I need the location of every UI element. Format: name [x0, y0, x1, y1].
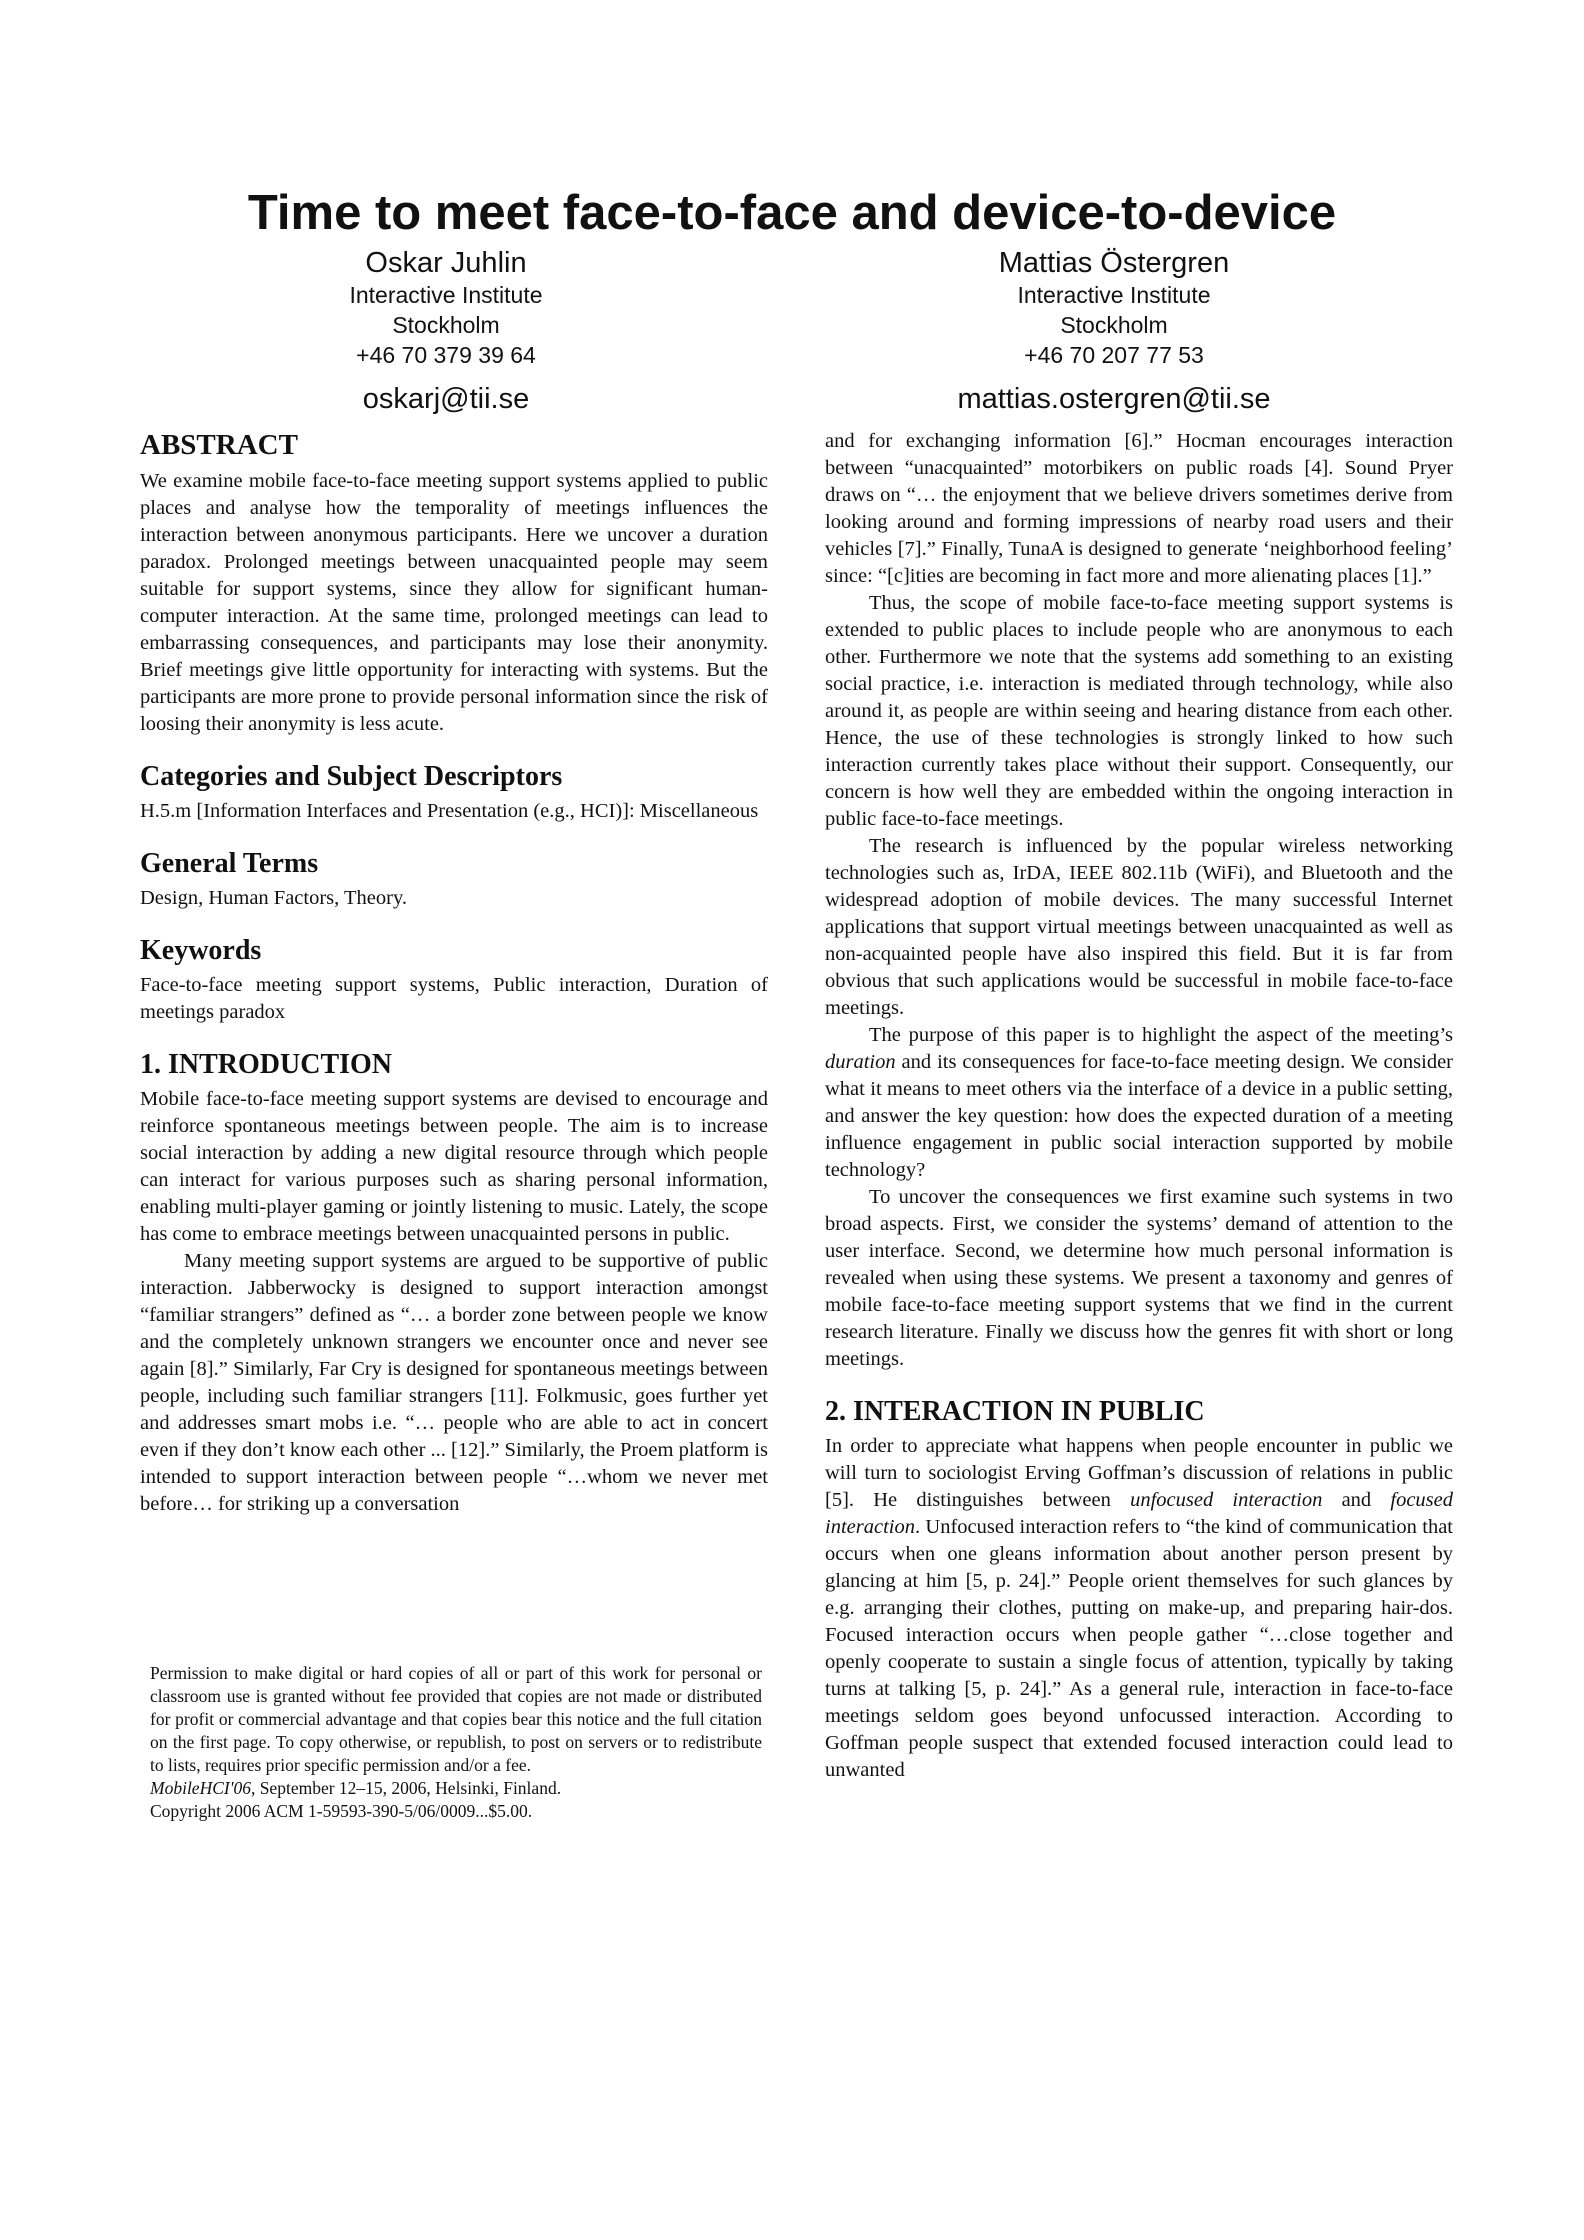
author-email: oskarj@tii.se	[362, 383, 530, 415]
right-column	[825, 428, 1453, 1784]
intro-heading: 1. INTRODUCTION	[140, 1049, 393, 1080]
venue-line	[150, 1777, 762, 1800]
right-paragraph-4	[825, 1022, 1453, 1184]
keywords-heading: Keywords	[140, 935, 262, 966]
p6-text-c: . Unfocused interaction refers to “the kind of communication that occurs when one gleans information about another person present by glancing at him [5, p. 24].” People orient themselves for such glances by e.g. arranging their clothes, putting on make-up, and preparing hair-dos. Focused interaction occurs when people gather “…close together and openly cooperate to sustain a single focus of attention, typically by taking turns at talking [5, p. 24].” As a general rule, interaction in face-to-face meetings seldom goes beyond unfocussed interaction. According to Goffman people suspect that extended focused interaction could lead to unwanted	[825, 1516, 1453, 1781]
abstract-heading: ABSTRACT	[140, 429, 298, 461]
right-paragraph-2: Thus, the scope of mobile face-to-face meeting support systems is extended to public places to include people who are anonymous to each other. Furthermore we note that the systems add something to an existing social practice, i.e. interaction is mediated through technology, while also around it, as people are within seeing and hearing distance from each other. Hence, the use of these technologies is strongly linked to how such interaction currently takes place without their support. Consequently, our concern is how well they are embedded within the ongoing interaction in public face-to-face meetings.	[825, 592, 1453, 830]
author-city: Stockholm	[392, 312, 500, 338]
right-paragraph-1: and for exchanging information [6].” Hocman encourages interaction between “unacquainted” motorbikers on public roads [4]. Sound Pryer draws on “… the enjoyment that we believe drivers sometimes derive from looking around and forming impressions of nearby road users and their vehicles [7].” Finally, TunaA is designed to generate ‘neighborhood feeling’ since: “[c]ities are becoming in fact more and more alienating places [1].”	[825, 430, 1453, 587]
venue-name: MobileHCI'06	[150, 1778, 251, 1798]
intro-paragraph-2: Many meeting support systems are argued to be supportive of public interaction. Jabberwocky is designed to support interaction amongst “familiar strangers” defined as “… a border zone between people we know and the completely unknown strangers we encounter once and never see again [8].” Similarly, Far Cry is designed for spontaneous meetings between people, including such familiar strangers [11]. Folkmusic, goes further yet and addresses smart mobs i.e. “… people who are able to act in concert even if they don’t know each other ... [12].” Similarly, the Proem platform is intended to support interaction between people “…whom we never met before… for striking up a conversation	[140, 1250, 768, 1515]
author-phone: +46 70 207 77 53	[1024, 342, 1204, 368]
permission-text: Permission to make digital or hard copies of all or part of this work for personal or classroom use is granted without fee provided that copies are not made or distributed for profit or commercial advantage and that copies bear this notice and the full citation on the first page. To copy otherwise, or republish, to post on servers or to redistribute to lists, requires prior specific permission and/or a fee.	[150, 1663, 762, 1775]
categories-text: H.5.m [Information Interfaces and Presentation (e.g., HCI)]: Miscellaneous	[140, 800, 759, 822]
abstract-text: We examine mobile face-to-face meeting support systems applied to public places and analyse how the temporality of meetings influences the interaction between anonymous participants. Here we uncover a duration paradox. Prolonged meetings between unacquainted people may seem suitable for support systems, since they allow for significant human-computer interaction. At the same time, prolonged meetings can lead to embarrassing consequences, and participants may lose their anonymity. Brief meetings give little opportunity for interacting with systems. But the participants are more prone to provide personal information since the risk of loosing their anonymity is less acute.	[140, 470, 768, 735]
section-2-heading: 2. INTERACTION IN PUBLIC	[825, 1396, 1205, 1427]
left-column	[140, 428, 768, 1518]
intro-paragraph-1: Mobile face-to-face meeting support systems are devised to encourage and reinforce spontaneous meetings between people. The aim is to increase social interaction by adding a new digital resource through which people can interact for various purposes such as sharing personal information, enabling multi-player gaming or jointly listening to music. Lately, the scope has come to embrace meetings between unacquainted persons in public.	[140, 1088, 768, 1245]
paper-title: Time to meet face-to-face and device-to-device	[247, 186, 1337, 240]
author-affiliation: Interactive Institute	[349, 282, 543, 308]
author-affiliation: Interactive Institute	[1017, 282, 1211, 308]
general-terms-text: Design, Human Factors, Theory.	[140, 887, 408, 909]
author-phone: +46 70 379 39 64	[356, 342, 536, 368]
p6-emphasis-2: focused interaction	[825, 1489, 1453, 1538]
right-paragraph-5: To uncover the consequences we first examine such systems in two broad aspects. First, we consider the systems’ demand of attention to the user interface. Second, we determine how much personal information is revealed when using these systems. We present a taxonomy and genres of mobile face-to-face meeting support systems that we find in the current research literature. Finally we discuss how the genres fit with short or long meetings.	[825, 1186, 1453, 1370]
right-paragraph-3: The research is influenced by the popular wireless networking technologies such as, IrDA, IEEE 802.11b (WiFi), and Bluetooth and the widespread adoption of mobile devices. The many successful Internet applications that support virtual meetings between unacquainted as well as non-acquainted people have also inspired this field. But it is far from obvious that such applications would be successful in mobile face-to-face meetings.	[825, 835, 1453, 1019]
categories-heading: Categories and Subject Descriptors	[140, 761, 563, 792]
copyright-line: Copyright 2006 ACM 1-59593-390-5/06/0009...$5.00.	[150, 1801, 533, 1821]
section-2-paragraph	[825, 1433, 1453, 1784]
author-block-2	[894, 246, 1334, 416]
author-name: Oskar Juhlin	[365, 247, 527, 279]
p6-emphasis-1: unfocused interaction	[1130, 1489, 1323, 1511]
author-name: Mattias Östergren	[998, 247, 1230, 279]
venue-details: , September 12–15, 2006, Helsinki, Finland.	[250, 1778, 562, 1798]
author-email: mattias.ostergren@tii.se	[957, 383, 1271, 415]
keywords-text: Face-to-face meeting support systems, Public interaction, Duration of meetings paradox	[140, 974, 768, 1023]
p4-emphasis: duration	[825, 1051, 896, 1073]
p6-text-a: In order to appreciate what happens when people encounter in public we will turn to sociologist Erving Goffman’s discussion of relations in public [5]. He distinguishes between	[825, 1435, 1453, 1511]
p6-text-b: and	[1322, 1489, 1391, 1511]
copyright-footnote	[150, 1662, 762, 1823]
p4-text-b: and its consequences for face-to-face meeting design. We consider what it means to meet others via the interface of a device in a public setting, and answer the key question: how does the expected duration of a meeting influence engagement in public social interaction supported by mobile technology?	[825, 1051, 1453, 1181]
p4-text-a: The purpose of this paper is to highlight the aspect of the meeting’s	[869, 1024, 1453, 1046]
author-city: Stockholm	[1060, 312, 1168, 338]
general-terms-heading: General Terms	[140, 848, 319, 879]
author-block-1	[226, 246, 666, 416]
